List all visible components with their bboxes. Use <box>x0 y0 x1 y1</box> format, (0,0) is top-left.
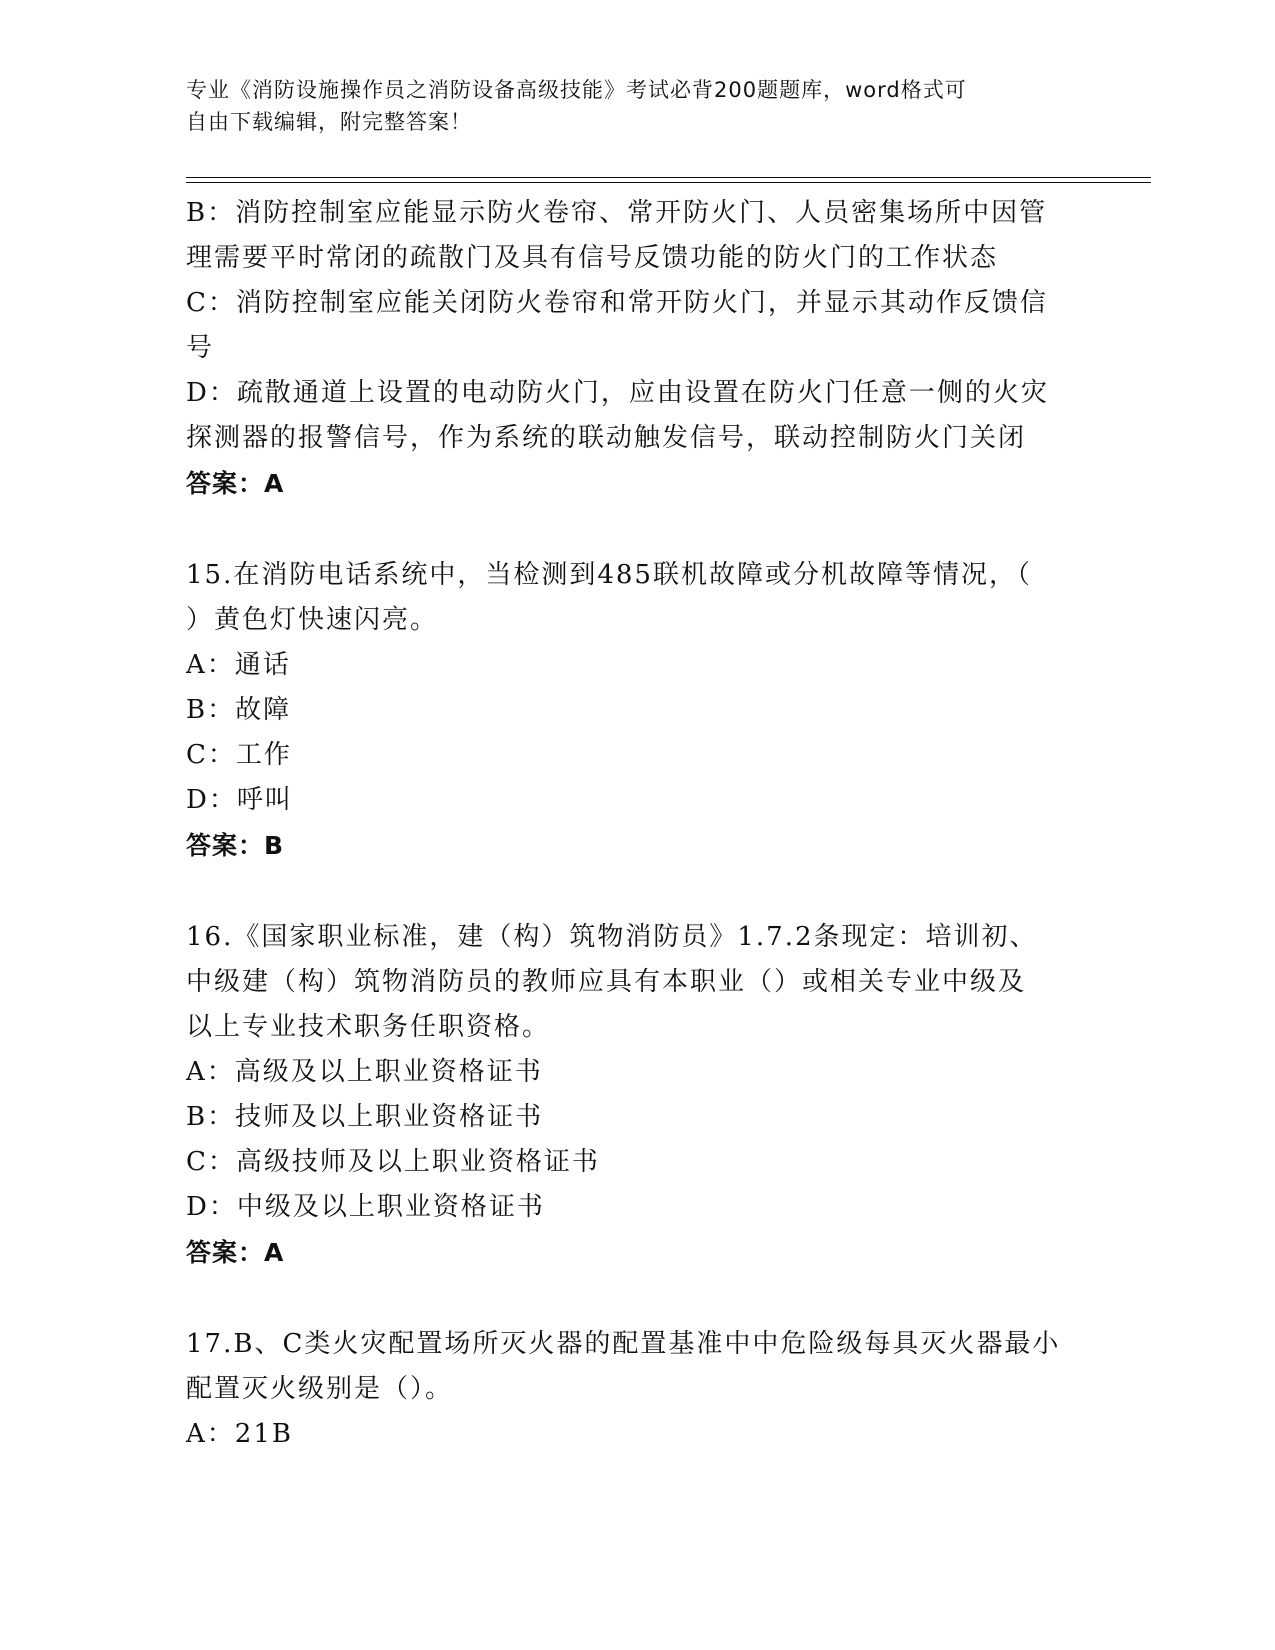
spacer <box>186 1275 1086 1322</box>
question-stem-line-2: 中级建（构）筑物消防员的教师应具有本职业（）或相关专业中级及 <box>186 967 1027 997</box>
option-c: C：高级技师及以上职业资格证书 <box>186 1147 600 1177</box>
option-d: D：呼叫 <box>186 785 293 815</box>
question-stem-line-2: 配置灭火级别是（）。 <box>186 1374 454 1404</box>
question-content <box>186 191 1086 1457</box>
question-stem-line-2: ）黄色灯快速闪亮。 <box>186 605 439 635</box>
answer-line: 答案：A <box>186 1238 285 1267</box>
question-stem-line-1: 15.在消防电话系统中，当检测到485联机故障或分机故障等情况，（ <box>186 560 1032 590</box>
answer-line: 答案：B <box>186 831 285 860</box>
option-b: B：技师及以上职业资格证书 <box>186 1102 544 1132</box>
option-d: D：中级及以上职业资格证书 <box>186 1192 545 1222</box>
header-line-1: 专业《消防设施操作员之消防设备高级技能》考试必背200题题库，word格式可 <box>186 78 967 102</box>
question-stem-line-1: 17.B、C类火灾配置场所灭火器的配置基准中中危险级每具灭火器最小 <box>186 1329 1061 1359</box>
question-stem-line-3: 以上专业技术职务任职资格。 <box>186 1012 551 1042</box>
option-d-line-2: 探测器的报警信号，作为系统的联动触发信号，联动控制防火门关闭 <box>186 423 1027 453</box>
option-b-line-1: B：消防控制室应能显示防火卷帘、常开防火门、人员密集场所中因管 <box>186 198 1048 228</box>
question-stem-line-1: 16.《国家职业标准，建（构）筑物消防员》1.7.2条现定：培训初、 <box>186 922 1038 952</box>
option-d-line-1: D：疏散通道上设置的电动防火门，应由设置在防火门任意一侧的火灾 <box>186 378 1049 408</box>
header-divider-bottom <box>186 182 1151 183</box>
option-a: A：通话 <box>186 650 291 680</box>
option-c-line-1: C：消防控制室应能关闭防火卷帘和常开防火门，并显示其动作反馈信 <box>186 288 1048 318</box>
option-b-line-2: 理需要平时常闭的疏散门及具有信号反馈功能的防火门的工作状态 <box>186 243 999 273</box>
spacer <box>186 506 1086 553</box>
header-line-2: 自由下载编辑，附完整答案！ <box>186 110 472 134</box>
option-c-line-2: 号 <box>186 333 215 363</box>
option-b: B：故障 <box>186 695 292 725</box>
document-header <box>186 74 1086 138</box>
spacer <box>186 868 1086 915</box>
question-17-block <box>186 1322 1086 1457</box>
previous-question-block <box>186 191 1086 506</box>
answer-line: 答案：A <box>186 469 285 498</box>
option-a: A：高级及以上职业资格证书 <box>186 1057 543 1087</box>
option-c: C：工作 <box>186 740 292 770</box>
option-a: A：21B <box>186 1419 293 1449</box>
question-16-block <box>186 915 1086 1275</box>
question-15-block <box>186 553 1086 868</box>
header-divider-top <box>186 177 1151 178</box>
